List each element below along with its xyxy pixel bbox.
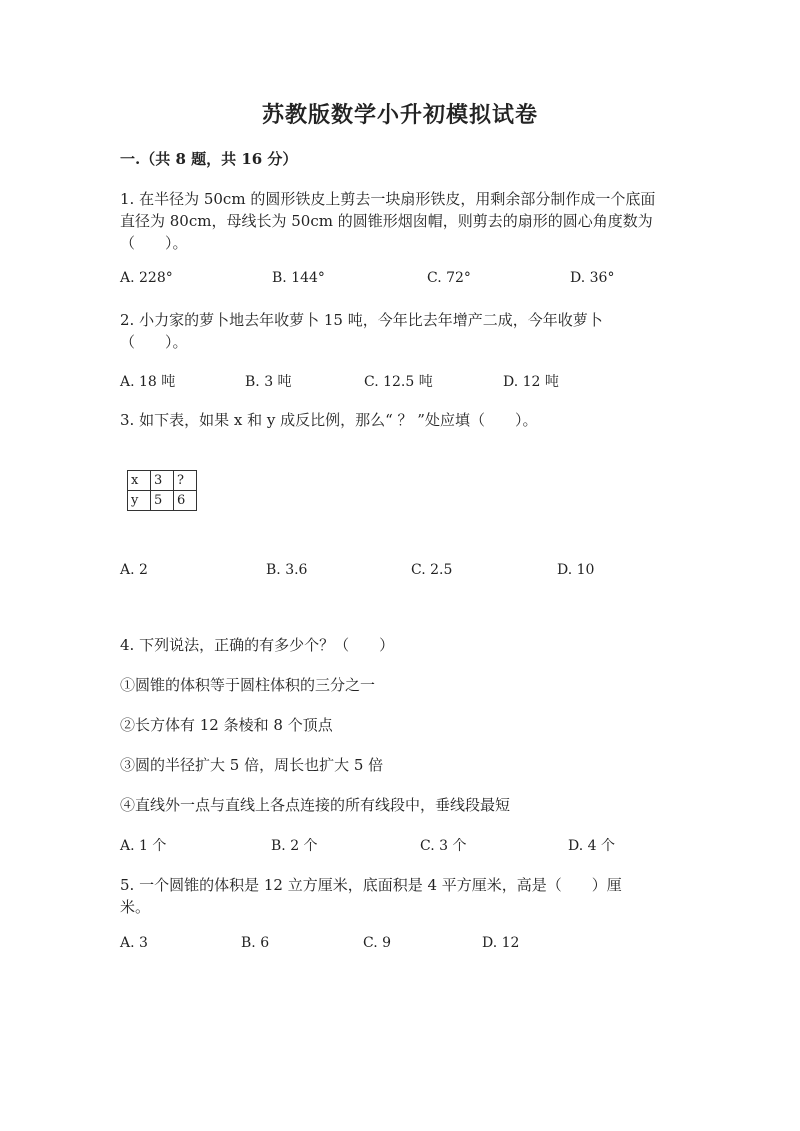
page-title: 苏教版数学小升初模拟试卷: [261, 102, 538, 128]
section-header: 一.（共 8 题，共 16 分）: [120, 150, 298, 168]
question-5-option-a: A. 3: [120, 935, 148, 951]
question-4-statement: ②长方体有 12 条棱和 8 个顶点: [120, 716, 333, 734]
question-5-line-1: 5. 一个圆锥的体积是 12 立方厘米，底面积是 4 平方厘米，高是（ ）厘: [120, 876, 622, 894]
table-cell: 6: [174, 491, 197, 511]
question-3-line-1: 3. 如下表，如果 x 和 y 成反比例，那么“ ？ ”处应填（ ）。: [120, 411, 538, 429]
question-3-option-c: C. 2.5: [411, 562, 453, 578]
table-cell: y: [128, 491, 151, 511]
question-1-option-c: C. 72°: [427, 270, 471, 286]
question-1-option-b: B. 144°: [272, 270, 325, 286]
question-4-option-c: C. 3 个: [420, 838, 467, 854]
question-1-line-3: （ ）。: [120, 234, 188, 252]
xy-table: [127, 470, 197, 511]
question-2-option-a: A. 18 吨: [120, 374, 176, 390]
table-cell: ?: [174, 471, 197, 491]
question-3-option-b: B. 3.6: [266, 562, 308, 578]
question-2-option-d: D. 12 吨: [503, 374, 559, 390]
question-1-option-d: D. 36°: [570, 270, 615, 286]
question-2-option-b: B. 3 吨: [245, 374, 292, 390]
question-4-statement: ④直线外一点与直线上各点连接的所有线段中，垂线段最短: [120, 796, 511, 814]
table-cell: 3: [151, 471, 174, 491]
question-1-line-1: 1. 在半径为 50cm 的圆形铁皮上剪去一块扇形铁皮，用剩余部分制作成一个底面: [120, 190, 656, 208]
question-4-option-b: B. 2 个: [271, 838, 318, 854]
question-5-option-b: B. 6: [241, 935, 270, 951]
question-3-option-a: A. 2: [120, 562, 148, 578]
table-row: [128, 471, 197, 491]
question-1-option-a: A. 228°: [120, 270, 173, 286]
table-cell: 5: [151, 491, 174, 511]
question-4-option-a: A. 1 个: [120, 838, 167, 854]
question-2-line-1: 2. 小力家的萝卜地去年收萝卜 15 吨，今年比去年增产二成，今年收萝卜: [120, 311, 603, 329]
question-5-line-2: 米。: [120, 898, 151, 916]
question-2-option-c: C. 12.5 吨: [364, 374, 433, 390]
question-5-option-c: C. 9: [363, 935, 392, 951]
question-1-line-2: 直径为 80cm，母线长为 50cm 的圆锥形烟囱帽，则剪去的扇形的圆心角度数为: [120, 212, 653, 230]
table-cell: x: [128, 471, 151, 491]
question-4-statement: ③圆的半径扩大 5 倍，周长也扩大 5 倍: [120, 756, 384, 774]
table-row: [128, 491, 197, 511]
question-5-option-d: D. 12: [482, 935, 520, 951]
question-4-option-d: D. 4 个: [568, 838, 615, 854]
question-4-statement: ①圆锥的体积等于圆柱体积的三分之一: [120, 676, 376, 694]
question-4-line-1: 4. 下列说法，正确的有多少个？（ ）: [120, 636, 395, 654]
question-2-line-2: （ ）。: [120, 333, 188, 351]
question-3-option-d: D. 10: [557, 562, 595, 578]
